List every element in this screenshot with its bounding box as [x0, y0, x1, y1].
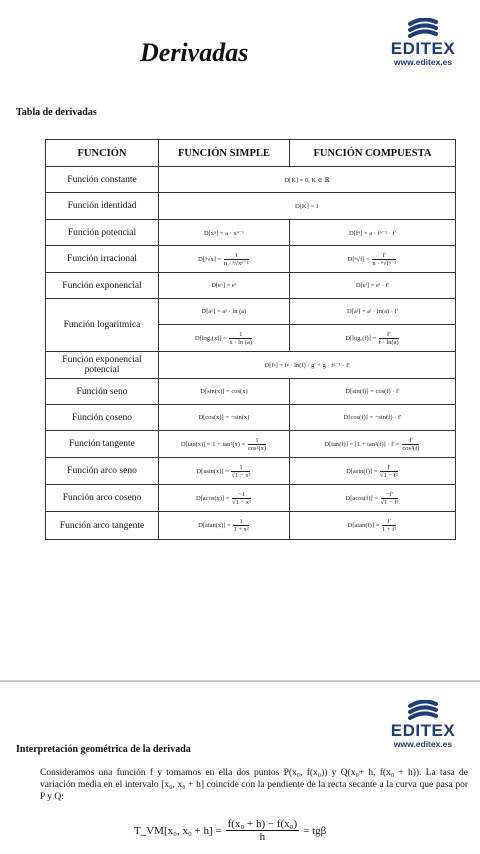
fraction	[231, 464, 250, 479]
formula-cell	[159, 325, 290, 352]
table-row	[46, 273, 456, 299]
numerator: f(x₀ + h) − f(x₀)	[227, 818, 298, 830]
formula-prefix: D[asin(x)] =	[196, 467, 229, 475]
formula-cell	[159, 431, 290, 458]
table-row	[46, 485, 456, 512]
logo-url: www.editex.es	[393, 57, 453, 67]
numerator: f'	[402, 437, 419, 445]
numerator: 1	[229, 331, 252, 339]
table-row	[46, 220, 456, 246]
logo-url: www.editex.es	[393, 739, 453, 749]
editex-mark-icon	[406, 700, 440, 722]
formula-cell	[289, 325, 455, 352]
formula-cell: D[sin(x)] = cos(x)	[159, 379, 290, 405]
derivatives-table	[45, 139, 456, 540]
numerator: −1	[232, 491, 251, 499]
formula-cell: D[fⁿ] = a · fⁿ⁻¹ · f'	[289, 220, 455, 246]
formula-cell: D[eᶠ] = eᶠ · f'	[289, 273, 455, 299]
formula-cell	[159, 246, 290, 273]
denominator: h	[259, 831, 266, 843]
formula-prefix: D[acos(f)] =	[345, 494, 378, 502]
formula-cell	[289, 246, 455, 273]
function-name: Función tangente	[46, 431, 159, 458]
formula-cell	[289, 485, 455, 512]
formula-prefix: D[ⁿ√f] =	[347, 255, 370, 263]
function-name: Función seno	[46, 379, 159, 405]
denominator: √1 − x²	[232, 498, 251, 506]
function-name: Función coseno	[46, 405, 159, 431]
fraction	[381, 491, 399, 506]
table-row	[46, 512, 456, 540]
tvm-formula	[134, 818, 326, 843]
table-row	[46, 379, 456, 405]
page-separator	[0, 680, 480, 682]
fraction	[248, 437, 266, 452]
table-row	[46, 405, 456, 431]
logo-brand: EDITEX	[390, 39, 456, 58]
formula-cell	[289, 512, 455, 540]
formula-cell	[289, 431, 455, 458]
numerator: 1	[248, 437, 266, 445]
formula-cell: D[cos(f)] = −sin(f) · f'	[289, 405, 455, 431]
fraction	[224, 252, 249, 267]
numerator: f'	[379, 331, 399, 339]
formula-cell	[159, 512, 290, 540]
formula-prefix: D[tan(f)] = [1 + tan²(f)] · f' =	[324, 440, 400, 448]
table-row	[46, 431, 456, 458]
denominator: 1 + f²	[381, 526, 397, 533]
formula-cell: D[K] = 1	[159, 193, 456, 220]
formula-cell: D[aᶠ] = aᶠ · ln(a) · f'	[289, 299, 455, 325]
explanation-paragraph: Consideramos una función f y tomamos en ella dos puntos P(x₀, f(x₀)) y Q(x₀+ h, f(x₀ + h)). La tasa de variación media en el intervalo [x₀, x₀ + h] coincide con la pendiente de la recta secante a la curva que pasa por P y Q:	[40, 768, 468, 802]
table-row	[46, 299, 456, 325]
denominator: √1 − f²	[380, 498, 399, 506]
formula-cell: D[sin(f)] = cos(f) · f'	[289, 379, 455, 405]
formula-cell: D[K] = 0, K ∈ ℝ	[159, 167, 456, 193]
formula-cell: D[fᵍ] = fᵍ · ln(f) · g' + g · fᵍ⁻¹ · f'	[159, 352, 456, 379]
editex-mark-icon	[406, 18, 440, 40]
fraction	[233, 518, 248, 533]
table-header-row	[46, 140, 456, 167]
table-row	[46, 167, 456, 193]
function-name: Función identidad	[46, 193, 159, 220]
formula-lhs: T_VM[x₀, x₀ + h] =	[134, 824, 222, 837]
formula-prefix: D[acos(x)] =	[195, 494, 230, 502]
numerator: −f'	[381, 491, 399, 499]
denominator: 1 + x²	[233, 526, 249, 533]
numerator: f'	[380, 464, 398, 472]
formula-prefix: D[asin(f)] =	[346, 467, 378, 475]
formula-prefix: D[logₐ(x)] =	[194, 334, 227, 342]
formula-prefix: D[ⁿ√x] =	[198, 255, 222, 263]
function-name: Función exponencial potencial	[46, 352, 159, 379]
fraction	[226, 818, 300, 843]
formula-cell: D[aˣ] = aˣ · ln (a)	[159, 299, 290, 325]
formula-rhs: = tgβ	[303, 824, 327, 837]
denominator: x · ln (a)	[229, 338, 253, 346]
column-header: FUNCIÓN SIMPLE	[159, 140, 290, 167]
fraction	[402, 437, 419, 452]
formula-cell	[159, 458, 290, 485]
fraction	[229, 331, 252, 346]
logo-brand: EDITEX	[390, 721, 456, 740]
function-name: Función potencial	[46, 220, 159, 246]
function-name: Función arco coseno	[46, 485, 159, 512]
editex-logo	[383, 18, 463, 67]
numerator: f'	[372, 252, 396, 260]
function-name: Función arco tangente	[46, 512, 159, 540]
function-name: Función exponencial	[46, 273, 159, 299]
denominator: √1 − f²	[379, 471, 398, 479]
denominator: cos²(x)	[247, 444, 267, 452]
table-row	[46, 458, 456, 485]
formula-prefix: D[atan(x)] =	[198, 521, 231, 529]
numerator: 1	[224, 252, 249, 260]
function-name: Función arco seno	[46, 458, 159, 485]
page-title: Derivadas	[140, 38, 249, 67]
table-row	[46, 246, 456, 273]
formula-prefix: D[logₐ(f)] =	[345, 334, 377, 342]
editex-logo	[383, 700, 463, 749]
formula-cell	[159, 485, 290, 512]
table-row	[46, 193, 456, 220]
table-row	[46, 352, 456, 379]
section-title-geometric: Interpretación geométrica de la derivada	[16, 744, 191, 755]
denominator: √1 − x²	[231, 471, 251, 479]
fraction	[379, 331, 399, 346]
numerator: 1	[233, 518, 248, 526]
numerator: f'	[382, 518, 396, 526]
section-title-table: Tabla de derivadas	[16, 107, 97, 118]
fraction	[380, 464, 398, 479]
function-name: Función constante	[46, 167, 159, 193]
denominator: f · ln(a)	[378, 338, 399, 346]
denominator: n · ⁿ√xⁿ⁻¹	[223, 259, 249, 267]
column-header: FUNCIÓN COMPUESTA	[289, 140, 455, 167]
formula-prefix: D[atan(f)] =	[347, 521, 380, 529]
formula-cell: D[xⁿ] = a · xⁿ⁻¹	[159, 220, 290, 246]
fraction	[382, 518, 396, 533]
formula-cell	[289, 458, 455, 485]
column-header: FUNCIÓN	[46, 140, 159, 167]
numerator: 1	[231, 464, 250, 472]
formula-cell: D[eˣ] = eˣ	[159, 273, 290, 299]
function-name: Función logarítmica	[46, 299, 159, 352]
formula-cell: D[cos(x)] = −sin(x)	[159, 405, 290, 431]
formula-prefix: D[tan(x)] = 1 + tan²(x) =	[180, 440, 246, 448]
fraction	[232, 491, 251, 506]
denominator: cos²(f)	[402, 444, 420, 452]
function-name: Función irracional	[46, 246, 159, 273]
fraction	[372, 252, 396, 267]
denominator: n · ⁿ√fⁿ⁻¹	[372, 259, 397, 267]
